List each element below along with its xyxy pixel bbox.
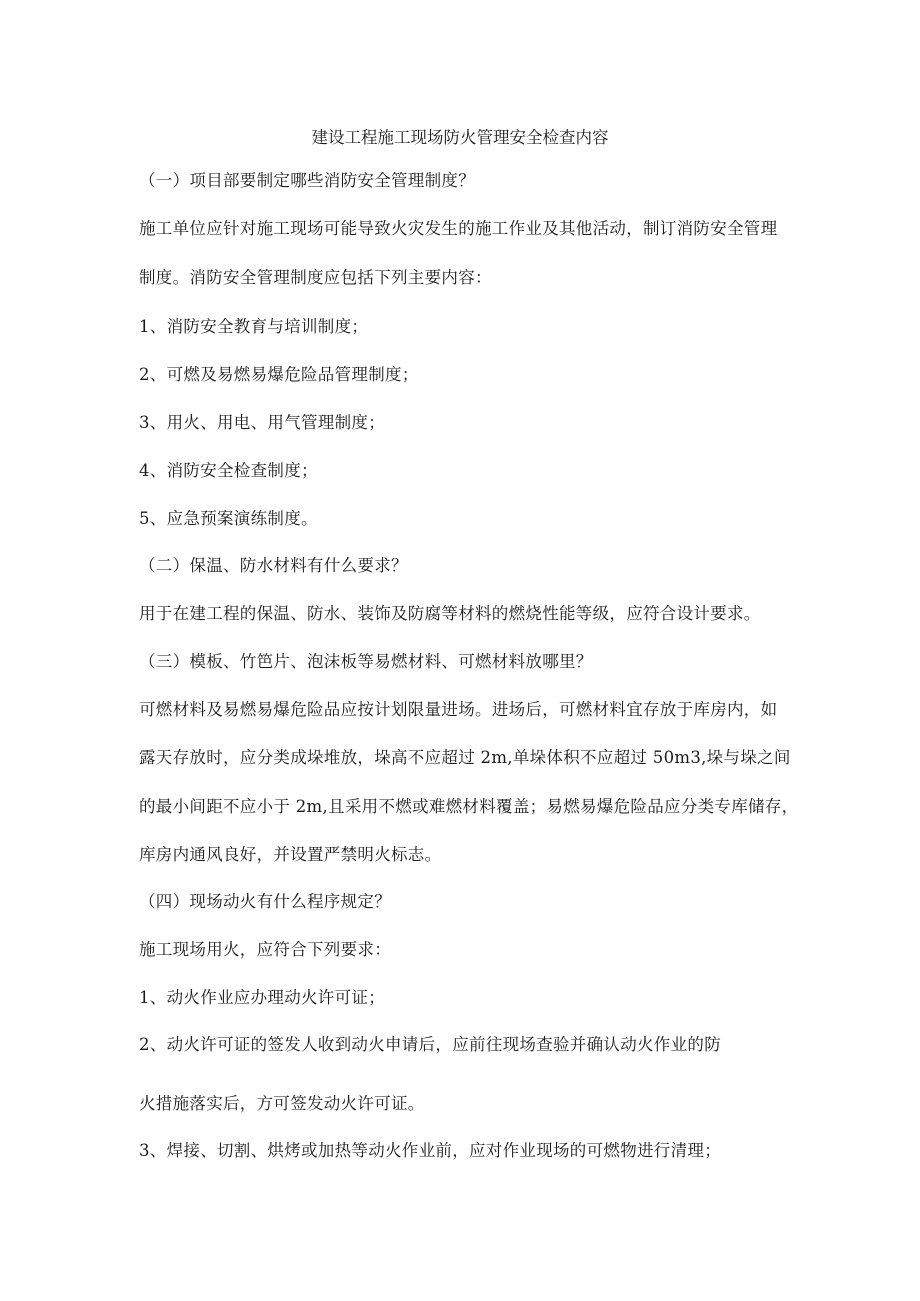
section-heading-3: （三）模板、竹笆片、泡沫板等易燃材料、可燃材料放哪里？ [139,652,593,671]
paragraph-line: 施工现场用火，应符合下列要求： [139,940,391,959]
paragraph-line: 火措施落实后，方可签发动火许可证。 [139,1094,425,1113]
list-item: 2、动火许可证的签发人收到动火申请后，应前往现场查验并确认动火作业的防 [139,1035,721,1054]
list-item: 5、应急预案演练制度。 [139,509,318,528]
section-heading-1: （一）项目部要制定哪些消防安全管理制度？ [139,171,475,190]
paragraph-line: 用于在建工程的保温、防水、装饰及防腐等材料的燃烧性能等级，应符合设计要求。 [139,604,761,623]
paragraph-line: 露天存放时，应分类成垛堆放，垛高不应超过 2m,单垛体积不应超过 50m3,垛与垛之间 [139,748,791,767]
paragraph-line: 制度。消防安全管理制度应包括下列主要内容： [139,268,492,287]
paragraph-line: 库房内通风良好，并设置严禁明火标志。 [139,845,442,864]
list-item: 3、用火、用电、用气管理制度； [139,413,385,432]
list-item: 2、可燃及易燃易爆危险品管理制度； [139,365,419,384]
list-item: 1、动火作业应办理动火许可证； [139,988,385,1007]
section-heading-4: （四）现场动火有什么程序规定？ [139,892,391,911]
paragraph-line: 施工单位应针对施工现场可能导致火灾发生的施工作业及其他活动，制订消防安全管理 [139,219,778,238]
list-item: 3、焊接、切割、烘烤或加热等动火作业前，应对作业现场的可燃物进行清理； [139,1141,721,1160]
list-item: 1、消防安全教育与培训制度； [139,317,369,336]
section-heading-2: （二）保温、防水材料有什么要求？ [139,556,408,575]
document-title: 建设工程施工现场防火管理安全检查内容 [311,128,609,147]
list-item: 4、消防安全检查制度； [139,461,318,480]
paragraph-line: 的最小间距不应小于 2m,且采用不燃或难燃材料覆盖；易燃易爆危险品应分类专库储存， [139,797,799,816]
paragraph-line: 可燃材料及易燃易爆危险品应按计划限量进场。进场后，可燃材料宜存放于库房内，如 [139,700,778,719]
